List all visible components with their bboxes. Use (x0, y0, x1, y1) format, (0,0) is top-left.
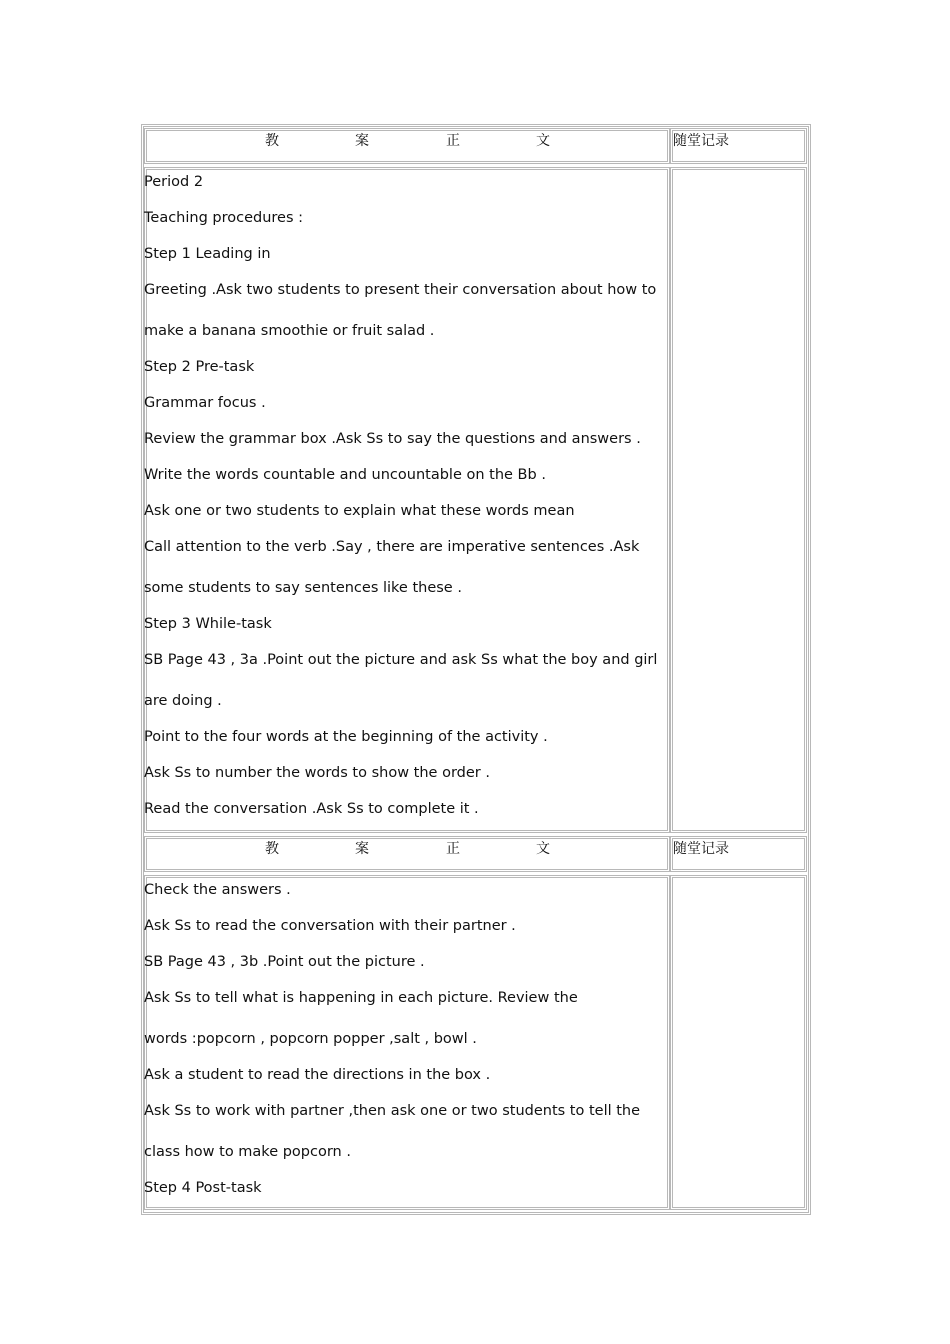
text-line: class how to make popcorn . (144, 1144, 351, 1160)
header-char-2: 案 (355, 133, 369, 149)
text-line: Step 4 Post-task (144, 1180, 262, 1196)
text-line: Greeting .Ask two students to present their conversation about how to (144, 282, 657, 298)
text-line: Ask a student to read the directions in the box . (144, 1067, 491, 1083)
text-line: SB Page 43 , 3a .Point out the picture and ask Ss what the boy and girl (144, 652, 658, 668)
text-line: Grammar focus . (144, 395, 266, 411)
header-main-cell-2 (144, 836, 670, 872)
text-line: words :popcorn , popcorn popper ,salt , bowl . (144, 1031, 477, 1047)
text-line: Ask Ss to number the words to show the order . (144, 765, 490, 781)
text-line: some students to say sentences like these . (144, 580, 462, 596)
header-char-3: 正 (446, 841, 460, 857)
header-side-label: 随堂记录 (673, 133, 729, 149)
text-line: Teaching procedures : (144, 210, 304, 226)
text-line: are doing . (144, 693, 222, 709)
text-line: Ask one or two students to explain what these words mean (144, 503, 575, 519)
header-side-label-2: 随堂记录 (673, 841, 729, 857)
header-char-4: 文 (536, 133, 550, 149)
text-line: Step 3 While-task (144, 616, 272, 632)
header-main-cell (144, 128, 670, 164)
text-line: Ask Ss to read the conversation with their partner . (144, 918, 516, 934)
text-line: Check the answers . (144, 882, 291, 898)
body-side-cell-2 (670, 875, 807, 1210)
text-line: Step 1 Leading in (144, 246, 271, 262)
text-line: Write the words countable and uncountable on the Bb . (144, 467, 546, 483)
text-line: Period 2 (144, 174, 204, 190)
header-char-1: 教 (265, 133, 279, 149)
text-line: Review the grammar box .Ask Ss to say the questions and answers . (144, 431, 641, 447)
text-line: SB Page 43 , 3b .Point out the picture . (144, 954, 425, 970)
header-char-4: 文 (536, 841, 550, 857)
text-line: make a banana smoothie or fruit salad . (144, 323, 435, 339)
text-line: Step 2 Pre-task (144, 359, 255, 375)
text-line: Ask Ss to work with partner ,then ask one or two students to tell the (144, 1103, 641, 1119)
header-char-3: 正 (446, 133, 460, 149)
text-line: Read the conversation .Ask Ss to complete it . (144, 801, 479, 817)
header-char-1: 教 (265, 841, 279, 857)
text-line: Ask Ss to tell what is happening in each picture. Review the (144, 990, 578, 1006)
body-side-cell (670, 167, 807, 833)
text-line: Point to the four words at the beginning of the activity . (144, 729, 548, 745)
text-line: Call attention to the verb .Say , there are imperative sentences .Ask (144, 539, 640, 555)
header-char-2: 案 (355, 841, 369, 857)
